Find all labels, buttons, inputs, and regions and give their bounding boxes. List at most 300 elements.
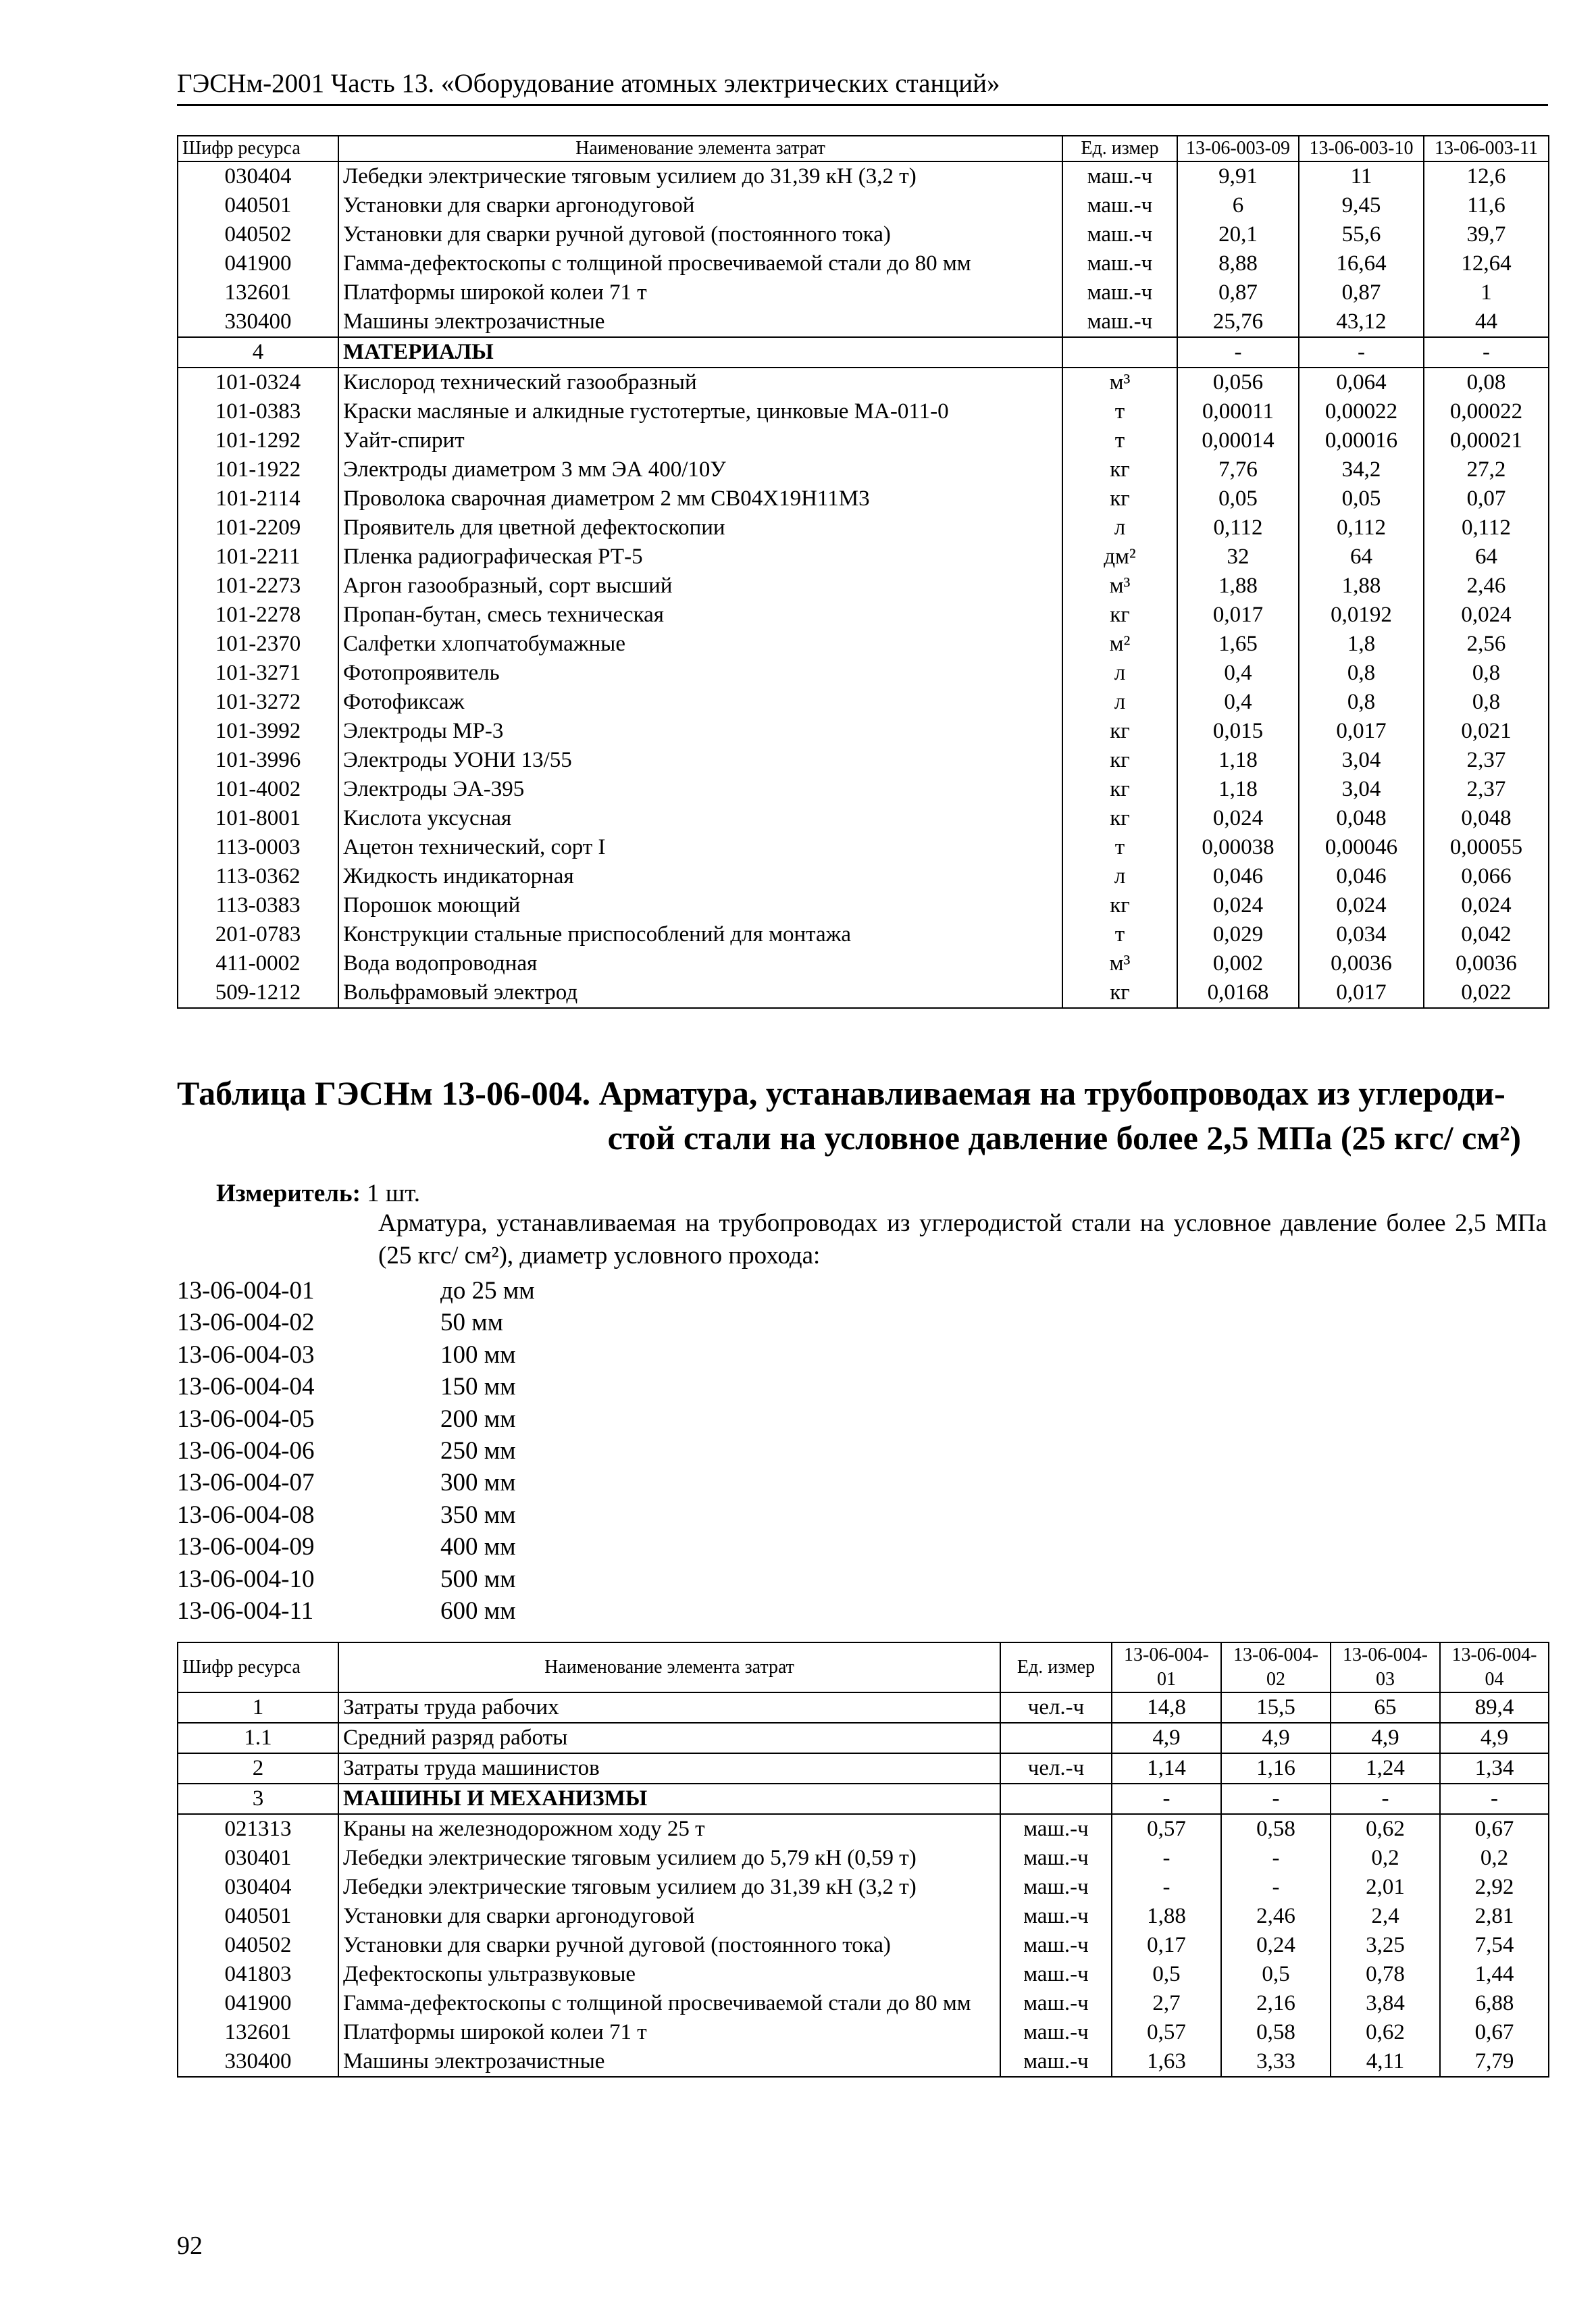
resource-name: Установки для сварки аргонодуговой bbox=[338, 1902, 1000, 1931]
resource-code: 040502 bbox=[178, 220, 338, 249]
col-header-unit: Ед. измер bbox=[1062, 136, 1177, 161]
norm-value: 27,2 bbox=[1424, 455, 1549, 484]
table-row bbox=[178, 1931, 1549, 1960]
resource-unit: т bbox=[1062, 833, 1177, 862]
resource-code: 040502 bbox=[178, 1931, 338, 1960]
resource-code: 101-1292 bbox=[178, 426, 338, 455]
resource-code: 101-2114 bbox=[178, 484, 338, 513]
table-row bbox=[178, 775, 1549, 804]
table-row bbox=[178, 2018, 1549, 2047]
norm-value: - bbox=[1177, 337, 1299, 368]
resource-code: 201-0783 bbox=[178, 920, 338, 949]
resource-code: 509-1212 bbox=[178, 978, 338, 1008]
resource-code: 041900 bbox=[178, 249, 338, 278]
norm-value: 0,002 bbox=[1177, 949, 1299, 978]
resource-name: Лебедки электрические тяговым усилием до 31,39 кН (3,2 т) bbox=[338, 161, 1062, 191]
col-header-name: Наименование элемента затрат bbox=[338, 1642, 1000, 1692]
resource-unit: кг bbox=[1062, 978, 1177, 1008]
norm-value: 0,024 bbox=[1424, 891, 1549, 920]
norm-value: 0,2 bbox=[1440, 1844, 1549, 1873]
norm-value: 1,18 bbox=[1177, 775, 1299, 804]
resource-unit: маш.-ч bbox=[1062, 191, 1177, 220]
resource-unit: маш.-ч bbox=[1062, 307, 1177, 337]
table-title bbox=[177, 1071, 1548, 1160]
resource-name: Краны на железнодорожном ходу 25 т bbox=[338, 1814, 1000, 1844]
resource-unit: кг bbox=[1062, 804, 1177, 833]
col-header-code: Шифр ресурса bbox=[178, 1642, 338, 1692]
norm-diameter: 150 мм bbox=[440, 1373, 516, 1401]
norm-value: 0,07 bbox=[1424, 484, 1549, 513]
norm-value: 0,00046 bbox=[1299, 833, 1424, 862]
norm-code-item bbox=[177, 1595, 535, 1627]
running-header: ГЭСНм-2001 Часть 13. «Оборудование атомных электрических станций» bbox=[177, 68, 1548, 106]
table-row bbox=[178, 278, 1549, 307]
resource-unit: кг bbox=[1062, 717, 1177, 746]
resource-code: 101-1922 bbox=[178, 455, 338, 484]
resource-unit: дм² bbox=[1062, 543, 1177, 572]
table-row bbox=[178, 1902, 1549, 1931]
norm-value: - bbox=[1424, 337, 1549, 368]
col-header-norm: 13-06-003-11 bbox=[1424, 136, 1549, 161]
norm-value: 0,0168 bbox=[1177, 978, 1299, 1008]
resource-unit: м² bbox=[1062, 630, 1177, 659]
norm-value: 44 bbox=[1424, 307, 1549, 337]
norm-value: 3,33 bbox=[1221, 2047, 1331, 2077]
resource-name: Установки для сварки ручной дуговой (постоянного тока) bbox=[338, 1931, 1000, 1960]
resource-name: Платформы широкой колеи 71 т bbox=[338, 278, 1062, 307]
resource-unit: маш.-ч bbox=[1062, 161, 1177, 191]
resource-name: Лебедки электрические тяговым усилием до 5,79 кН (0,59 т) bbox=[338, 1844, 1000, 1873]
resource-unit: маш.-ч bbox=[1000, 1989, 1112, 2018]
norm-value: 0,017 bbox=[1299, 978, 1424, 1008]
table-row bbox=[178, 833, 1549, 862]
resource-name: Конструкции стальные приспособлений для монтажа bbox=[338, 920, 1062, 949]
norm-value: 0,67 bbox=[1440, 2018, 1549, 2047]
resource-unit: кг bbox=[1062, 601, 1177, 630]
norm-value: 0,056 bbox=[1177, 368, 1299, 397]
norm-value: - bbox=[1112, 1784, 1221, 1814]
norm-value: 0,62 bbox=[1331, 1814, 1440, 1844]
norm-value: 0,046 bbox=[1177, 862, 1299, 891]
resource-name: Пленка радиографическая РТ-5 bbox=[338, 543, 1062, 572]
table-row bbox=[178, 484, 1549, 513]
col-header-norm: 13-06-004-02 bbox=[1221, 1642, 1331, 1692]
norm-diameter: 400 мм bbox=[440, 1533, 516, 1561]
resource-table-004 bbox=[177, 1642, 1549, 2078]
norm-value: 0,8 bbox=[1299, 688, 1424, 717]
resource-name: Электроды диаметром 3 мм ЭА 400/10У bbox=[338, 455, 1062, 484]
resource-name: Средний разряд работы bbox=[338, 1723, 1000, 1753]
table-row bbox=[178, 2047, 1549, 2077]
col-header-norm: 13-06-004-03 bbox=[1331, 1642, 1440, 1692]
col-header-norm: 13-06-004-04 bbox=[1440, 1642, 1549, 1692]
resource-code: 101-4002 bbox=[178, 775, 338, 804]
norm-value: 9,45 bbox=[1299, 191, 1424, 220]
norm-value: 1,8 bbox=[1299, 630, 1424, 659]
norm-value: 0,024 bbox=[1177, 804, 1299, 833]
resource-unit: м³ bbox=[1062, 949, 1177, 978]
resource-unit: кг bbox=[1062, 484, 1177, 513]
resource-name: Гамма-дефектоскопы с толщиной просвечиваемой стали до 80 мм bbox=[338, 1989, 1000, 2018]
norm-code: 13-06-004-03 bbox=[177, 1340, 315, 1369]
table-row bbox=[178, 1784, 1549, 1814]
resource-code: 3 bbox=[178, 1784, 338, 1814]
resource-name: Машины электрозачистные bbox=[338, 2047, 1000, 2077]
norm-value: 11,6 bbox=[1424, 191, 1549, 220]
norm-value: 0,05 bbox=[1177, 484, 1299, 513]
resource-unit: маш.-ч bbox=[1062, 278, 1177, 307]
resource-unit: л bbox=[1062, 513, 1177, 543]
resource-unit bbox=[1000, 1723, 1112, 1753]
norm-value: - bbox=[1299, 337, 1424, 368]
norm-value: 0,042 bbox=[1424, 920, 1549, 949]
norm-value: 0,046 bbox=[1299, 862, 1424, 891]
norm-value: 0,0036 bbox=[1424, 949, 1549, 978]
norm-value: 0,17 bbox=[1112, 1931, 1221, 1960]
norm-value: - bbox=[1440, 1784, 1549, 1814]
table-title-line-1: Таблица ГЭСНм 13-06-004. Арматура, устанавливаемая на трубопроводах из углероди- bbox=[177, 1074, 1505, 1112]
resource-unit: л bbox=[1062, 688, 1177, 717]
norm-value: 1,18 bbox=[1177, 746, 1299, 775]
norm-value: 0,8 bbox=[1424, 688, 1549, 717]
norm-value: 0,017 bbox=[1299, 717, 1424, 746]
norm-diameter: 600 мм bbox=[440, 1597, 516, 1626]
col-header-norm: 13-06-003-09 bbox=[1177, 136, 1299, 161]
resource-unit: кг bbox=[1062, 775, 1177, 804]
norm-value: 0,0192 bbox=[1299, 601, 1424, 630]
norm-code-item bbox=[177, 1339, 535, 1371]
resource-name: Вольфрамовый электрод bbox=[338, 978, 1062, 1008]
table-row bbox=[178, 891, 1549, 920]
norm-diameter: 350 мм bbox=[440, 1501, 516, 1529]
norm-value: 7,79 bbox=[1440, 2047, 1549, 2077]
norm-value: 0,8 bbox=[1299, 659, 1424, 688]
norm-value: 32 bbox=[1177, 543, 1299, 572]
col-header-norm: 13-06-003-10 bbox=[1299, 136, 1424, 161]
norm-value: 0,112 bbox=[1424, 513, 1549, 543]
resource-code: 101-0383 bbox=[178, 397, 338, 426]
table-title-line-2: стой стали на условное давление более 2,5 МПа (25 кгс/ см²) bbox=[607, 1119, 1521, 1157]
resource-name: Установки для сварки аргонодуговой bbox=[338, 191, 1062, 220]
col-header-name: Наименование элемента затрат bbox=[338, 136, 1062, 161]
norm-value: 0,064 bbox=[1299, 368, 1424, 397]
table-row bbox=[178, 688, 1549, 717]
norm-value: 4,9 bbox=[1221, 1723, 1331, 1753]
norm-value: 0,57 bbox=[1112, 1814, 1221, 1844]
table-row bbox=[178, 543, 1549, 572]
table-row bbox=[178, 368, 1549, 397]
table-row bbox=[178, 1814, 1549, 1844]
norm-code: 13-06-004-11 bbox=[177, 1597, 314, 1626]
norm-value: 1,88 bbox=[1112, 1902, 1221, 1931]
resource-unit: л bbox=[1062, 659, 1177, 688]
norm-code-item bbox=[177, 1499, 535, 1531]
norm-value: 12,64 bbox=[1424, 249, 1549, 278]
table-row bbox=[178, 1960, 1549, 1989]
resource-unit bbox=[1062, 337, 1177, 368]
resource-name: Салфетки хлопчатобумажные bbox=[338, 630, 1062, 659]
norm-code: 13-06-004-01 bbox=[177, 1277, 315, 1305]
resource-unit: маш.-ч bbox=[1062, 220, 1177, 249]
norm-value: 1,34 bbox=[1440, 1753, 1549, 1784]
norm-code: 13-06-004-09 bbox=[177, 1533, 315, 1561]
resource-table-003 bbox=[177, 135, 1549, 1009]
resource-name: МАТЕРИАЛЫ bbox=[338, 337, 1062, 368]
resource-name: Аргон газообразный, сорт высший bbox=[338, 572, 1062, 601]
norm-value: 65 bbox=[1331, 1692, 1440, 1723]
norm-value: - bbox=[1112, 1844, 1221, 1873]
norm-value: 3,04 bbox=[1299, 775, 1424, 804]
resource-unit bbox=[1000, 1784, 1112, 1814]
resource-unit: т bbox=[1062, 426, 1177, 455]
resource-code: 411-0002 bbox=[178, 949, 338, 978]
norm-value: 1,44 bbox=[1440, 1960, 1549, 1989]
table-row bbox=[178, 220, 1549, 249]
norm-value: 0,024 bbox=[1299, 891, 1424, 920]
resource-code: 1 bbox=[178, 1692, 338, 1723]
norm-value: 0,112 bbox=[1299, 513, 1424, 543]
resource-name: Краски масляные и алкидные густотертые, цинковые МА-011-0 bbox=[338, 397, 1062, 426]
resource-name: Затраты труда рабочих bbox=[338, 1692, 1000, 1723]
resource-code: 030404 bbox=[178, 161, 338, 191]
norm-value: 0,2 bbox=[1331, 1844, 1440, 1873]
resource-code: 101-2211 bbox=[178, 543, 338, 572]
resource-name: МАШИНЫ И МЕХАНИЗМЫ bbox=[338, 1784, 1000, 1814]
resource-name: Кислота уксусная bbox=[338, 804, 1062, 833]
norm-value: 1,65 bbox=[1177, 630, 1299, 659]
norm-value: 9,91 bbox=[1177, 161, 1299, 191]
norm-code-item bbox=[177, 1403, 535, 1435]
resource-code: 1.1 bbox=[178, 1723, 338, 1753]
norm-value: - bbox=[1221, 1784, 1331, 1814]
resource-unit: маш.-ч bbox=[1000, 1960, 1112, 1989]
resource-code: 101-2209 bbox=[178, 513, 338, 543]
table-header-row bbox=[178, 136, 1549, 161]
norm-value: 8,88 bbox=[1177, 249, 1299, 278]
norm-value: 64 bbox=[1299, 543, 1424, 572]
table-row bbox=[178, 161, 1549, 191]
resource-code: 041803 bbox=[178, 1960, 338, 1989]
norm-value: 2,92 bbox=[1440, 1873, 1549, 1902]
norm-value: 0,0036 bbox=[1299, 949, 1424, 978]
work-description: Арматура, устанавливаемая на трубопроводах из углеродистой стали на условное давление более 2,5 МПа (25 кгс/ см²), диаметр условного прохода: bbox=[378, 1209, 1547, 1269]
norm-diameter: 300 мм bbox=[440, 1469, 516, 1497]
table-row bbox=[178, 949, 1549, 978]
norm-value: 4,9 bbox=[1112, 1723, 1221, 1753]
table-row bbox=[178, 249, 1549, 278]
table-row bbox=[178, 804, 1549, 833]
resource-name: Вода водопроводная bbox=[338, 949, 1062, 978]
page-number: 92 bbox=[177, 2232, 203, 2260]
table-row bbox=[178, 1753, 1549, 1784]
norm-code-item bbox=[177, 1467, 535, 1499]
resource-name: Электроды ЭА-395 bbox=[338, 775, 1062, 804]
resource-code: 4 bbox=[178, 337, 338, 368]
resource-name: Затраты труда машинистов bbox=[338, 1753, 1000, 1784]
table-row bbox=[178, 337, 1549, 368]
table-row bbox=[178, 572, 1549, 601]
table-row bbox=[178, 513, 1549, 543]
norm-value: 89,4 bbox=[1440, 1692, 1549, 1723]
norm-value: 0,87 bbox=[1299, 278, 1424, 307]
norm-value: 1,24 bbox=[1331, 1753, 1440, 1784]
resource-name: Уайт-спирит bbox=[338, 426, 1062, 455]
table-row bbox=[178, 1873, 1549, 1902]
norm-value: 2,01 bbox=[1331, 1873, 1440, 1902]
table-row bbox=[178, 659, 1549, 688]
norm-code-item bbox=[177, 1435, 535, 1467]
table-header-row bbox=[178, 1642, 1549, 1692]
norm-value: 4,9 bbox=[1440, 1723, 1549, 1753]
table-row bbox=[178, 455, 1549, 484]
resource-name: Ацетон технический, сорт I bbox=[338, 833, 1062, 862]
norm-code-item bbox=[177, 1307, 535, 1338]
norm-value: 2,4 bbox=[1331, 1902, 1440, 1931]
norm-value: 4,9 bbox=[1331, 1723, 1440, 1753]
norm-code: 13-06-004-06 bbox=[177, 1437, 315, 1465]
col-header-norm: 13-06-004-01 bbox=[1112, 1642, 1221, 1692]
norm-value: 1,14 bbox=[1112, 1753, 1221, 1784]
norm-value: 0,4 bbox=[1177, 688, 1299, 717]
norm-code-list bbox=[177, 1275, 535, 1627]
norm-diameter: 500 мм bbox=[440, 1565, 516, 1593]
resource-unit: маш.-ч bbox=[1062, 249, 1177, 278]
norm-code-item bbox=[177, 1531, 535, 1563]
resource-name: Лебедки электрические тяговым усилием до 31,39 кН (3,2 т) bbox=[338, 1873, 1000, 1902]
norm-value: 1 bbox=[1424, 278, 1549, 307]
norm-code-item bbox=[177, 1371, 535, 1403]
norm-value: 0,62 bbox=[1331, 2018, 1440, 2047]
resource-code: 021313 bbox=[178, 1814, 338, 1844]
table-row bbox=[178, 862, 1549, 891]
norm-value: 0,048 bbox=[1424, 804, 1549, 833]
resource-unit: маш.-ч bbox=[1000, 1873, 1112, 1902]
norm-value: 14,8 bbox=[1112, 1692, 1221, 1723]
resource-unit: т bbox=[1062, 397, 1177, 426]
resource-name: Фотопроявитель bbox=[338, 659, 1062, 688]
resource-name: Проволока сварочная диаметром 2 мм СВ04Х19Н11М3 bbox=[338, 484, 1062, 513]
resource-code: 041900 bbox=[178, 1989, 338, 2018]
resource-name: Платформы широкой колеи 71 т bbox=[338, 2018, 1000, 2047]
resource-name: Электроды МР-3 bbox=[338, 717, 1062, 746]
norm-value: 0,022 bbox=[1424, 978, 1549, 1008]
resource-code: 101-2370 bbox=[178, 630, 338, 659]
col-header-code: Шифр ресурса bbox=[178, 136, 338, 161]
norm-value: 0,048 bbox=[1299, 804, 1424, 833]
norm-value: 16,64 bbox=[1299, 249, 1424, 278]
norm-value: 2,16 bbox=[1221, 1989, 1331, 2018]
table-row bbox=[178, 397, 1549, 426]
resource-name: Проявитель для цветной дефектоскопии bbox=[338, 513, 1062, 543]
resource-name: Установки для сварки ручной дуговой (постоянного тока) bbox=[338, 220, 1062, 249]
resource-unit: кг bbox=[1062, 455, 1177, 484]
norm-value: 25,76 bbox=[1177, 307, 1299, 337]
resource-unit: т bbox=[1062, 920, 1177, 949]
norm-value: 0,57 bbox=[1112, 2018, 1221, 2047]
norm-value: 0,78 bbox=[1331, 1960, 1440, 1989]
resource-name: Жидкость индикаторная bbox=[338, 862, 1062, 891]
norm-value: 64 bbox=[1424, 543, 1549, 572]
norm-code: 13-06-004-07 bbox=[177, 1469, 315, 1497]
resource-unit: м³ bbox=[1062, 572, 1177, 601]
norm-value: 0,00016 bbox=[1299, 426, 1424, 455]
norm-value: 0,4 bbox=[1177, 659, 1299, 688]
resource-unit: маш.-ч bbox=[1000, 1902, 1112, 1931]
table-row bbox=[178, 1844, 1549, 1873]
resource-code: 101-0324 bbox=[178, 368, 338, 397]
norm-code-item bbox=[177, 1563, 535, 1595]
measurer-value: 1 шт. bbox=[367, 1180, 421, 1207]
norm-value: 6 bbox=[1177, 191, 1299, 220]
norm-diameter: до 25 мм bbox=[440, 1277, 535, 1305]
norm-code: 13-06-004-05 bbox=[177, 1405, 315, 1433]
resource-name: Гамма-дефектоскопы с толщиной просвечиваемой стали до 80 мм bbox=[338, 249, 1062, 278]
norm-value: 1,16 bbox=[1221, 1753, 1331, 1784]
norm-value: 0,67 bbox=[1440, 1814, 1549, 1844]
norm-value: 0,8 bbox=[1424, 659, 1549, 688]
resource-code: 101-2278 bbox=[178, 601, 338, 630]
norm-code: 13-06-004-08 bbox=[177, 1501, 315, 1529]
norm-value: 3,84 bbox=[1331, 1989, 1440, 2018]
resource-unit: маш.-ч bbox=[1000, 1844, 1112, 1873]
table-row bbox=[178, 426, 1549, 455]
table-row bbox=[178, 191, 1549, 220]
norm-value: 39,7 bbox=[1424, 220, 1549, 249]
norm-code: 13-06-004-04 bbox=[177, 1373, 315, 1401]
resource-code: 030404 bbox=[178, 1873, 338, 1902]
norm-value: 0,066 bbox=[1424, 862, 1549, 891]
resource-unit: м³ bbox=[1062, 368, 1177, 397]
table-row bbox=[178, 717, 1549, 746]
table-row bbox=[178, 1989, 1549, 2018]
resource-code: 040501 bbox=[178, 191, 338, 220]
resource-code: 040501 bbox=[178, 1902, 338, 1931]
resource-code: 101-3996 bbox=[178, 746, 338, 775]
resource-name: Кислород технический газообразный bbox=[338, 368, 1062, 397]
norm-value: 0,5 bbox=[1112, 1960, 1221, 1989]
norm-value: 43,12 bbox=[1299, 307, 1424, 337]
norm-value: - bbox=[1331, 1784, 1440, 1814]
norm-value: - bbox=[1221, 1873, 1331, 1902]
resource-code: 2 bbox=[178, 1753, 338, 1784]
resource-unit: маш.-ч bbox=[1000, 2047, 1112, 2077]
resource-unit: кг bbox=[1062, 891, 1177, 920]
norm-value: 4,11 bbox=[1331, 2047, 1440, 2077]
norm-value: 0,112 bbox=[1177, 513, 1299, 543]
norm-value: 1,63 bbox=[1112, 2047, 1221, 2077]
norm-value: 0,08 bbox=[1424, 368, 1549, 397]
norm-value: 0,021 bbox=[1424, 717, 1549, 746]
norm-value: 11 bbox=[1299, 161, 1424, 191]
norm-value: 2,7 bbox=[1112, 1989, 1221, 2018]
table-row bbox=[178, 978, 1549, 1008]
norm-value: 2,56 bbox=[1424, 630, 1549, 659]
resource-name: Порошок моющий bbox=[338, 891, 1062, 920]
norm-value: 7,54 bbox=[1440, 1931, 1549, 1960]
norm-value: 0,05 bbox=[1299, 484, 1424, 513]
norm-value: 0,024 bbox=[1424, 601, 1549, 630]
resource-unit: л bbox=[1062, 862, 1177, 891]
norm-value: 0,87 bbox=[1177, 278, 1299, 307]
norm-value: 15,5 bbox=[1221, 1692, 1331, 1723]
norm-value: 12,6 bbox=[1424, 161, 1549, 191]
resource-code: 330400 bbox=[178, 2047, 338, 2077]
norm-value: 55,6 bbox=[1299, 220, 1424, 249]
resource-unit: чел.-ч bbox=[1000, 1692, 1112, 1723]
resource-code: 132601 bbox=[178, 278, 338, 307]
norm-value: 3,25 bbox=[1331, 1931, 1440, 1960]
resource-code: 113-0003 bbox=[178, 833, 338, 862]
